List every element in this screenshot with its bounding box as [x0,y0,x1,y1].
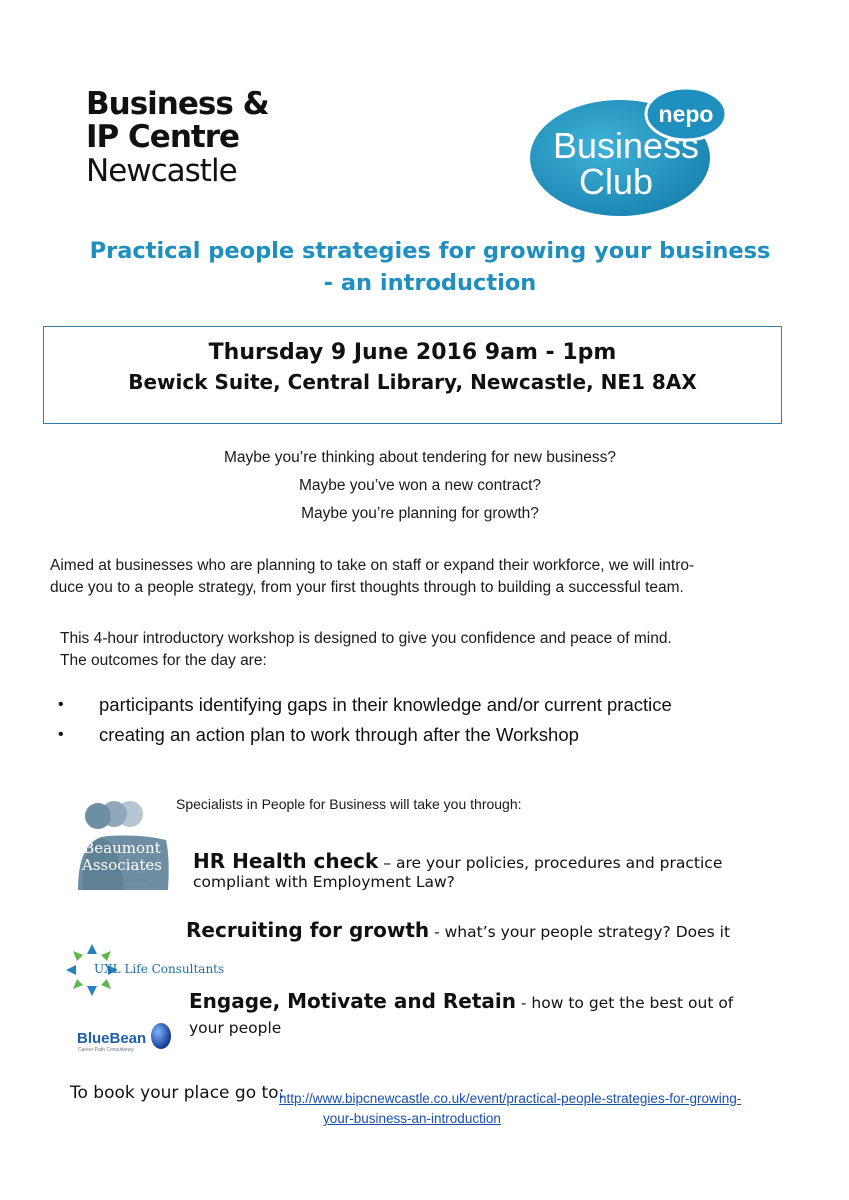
workshop-line1: This 4-hour introductory workshop is designed to give you confidence and peace of mind. [60,630,672,647]
uxl-name: UXL Life Consultants [94,962,225,976]
topic-text: - what’s your people strategy? Does it [429,923,731,941]
aim-line2: duce you to a people strategy, from your first thoughts through to building a successful team. [50,579,684,597]
bullet-icon: • [58,726,64,743]
booking-link-line2[interactable]: your-business-an-introduction [323,1111,501,1126]
title-line2: - an introduction [323,269,537,296]
event-details-box [43,326,782,424]
workshop-line2: The outcomes for the day are: [60,652,267,670]
topic-heading: Engage, Motivate and Retain [189,989,516,1013]
aim-paragraph [50,555,770,600]
topic-text-line2: compliant with Employment Law? [193,873,455,891]
beaumont-name [76,840,168,874]
topic-text-line2: your people [189,1019,282,1037]
topic-heading: HR Health check [193,849,379,873]
event-venue: Bewick Suite, Central Library, Newcastle, NE1 8AX [128,369,697,394]
aim-line1: Aimed at businesses who are planning to take on staff or expand their workforce, we will intro- [50,557,695,574]
topic-engage [189,989,733,1037]
topic-text: - how to get the best out of [515,994,734,1012]
specialists-intro: Specialists in People for Business will take you through: [176,796,522,812]
workshop-paragraph [60,628,780,673]
outcome-text: creating an action plan to work through after the Workshop [99,724,579,745]
beaumont-line2: Associates [81,856,162,874]
bip-logo-line1: Business & [86,86,269,122]
club-line1-text: Business [552,125,700,166]
beaumont-subtitle: Northumberland [97,877,147,883]
topic-heading: Recruiting for growth [186,918,430,942]
booking-label: To book your place go to: [70,1083,285,1103]
bip-centre-logo [86,88,269,188]
bip-logo-line3: Newcastle [86,152,237,189]
bluebean-logo-icon [150,1020,172,1050]
question-3: Maybe you’re planning for growth? [301,505,539,522]
bip-logo-line2: IP Centre [86,119,240,156]
title-line1: Practical people strategies for growing your business [89,238,771,264]
page-title [50,236,810,299]
event-date: Thursday 9 June 2016 9am - 1pm [208,340,617,365]
bluebean-subtitle: Career Path Consultancy [78,1047,134,1053]
beaumont-line1: Beaumont [83,839,161,857]
club-nepo-text: nepo [658,101,714,127]
topic-hr-health-check [193,849,722,891]
outcome-text: participants identifying gaps in their knowledge and/or current practice [99,694,672,715]
question-2: Maybe you’ve won a new contract? [298,477,542,494]
bullet-icon: • [58,696,64,713]
business-club-logo [528,86,728,218]
topic-text: – are your policies, procedures and practice [378,854,723,872]
club-line2-text: Club [578,161,654,202]
list-item [56,690,776,720]
topic-recruiting [186,918,730,942]
list-item [56,720,776,750]
bluebean-name: BlueBean [77,1030,147,1047]
booking-link-line1[interactable]: http://www.bipcnewcastle.co.uk/event/practical-people-strategies-for-growing- [279,1091,742,1106]
outcomes-list [56,690,776,750]
question-1: Maybe you’re thinking about tendering for new business? [223,449,617,466]
